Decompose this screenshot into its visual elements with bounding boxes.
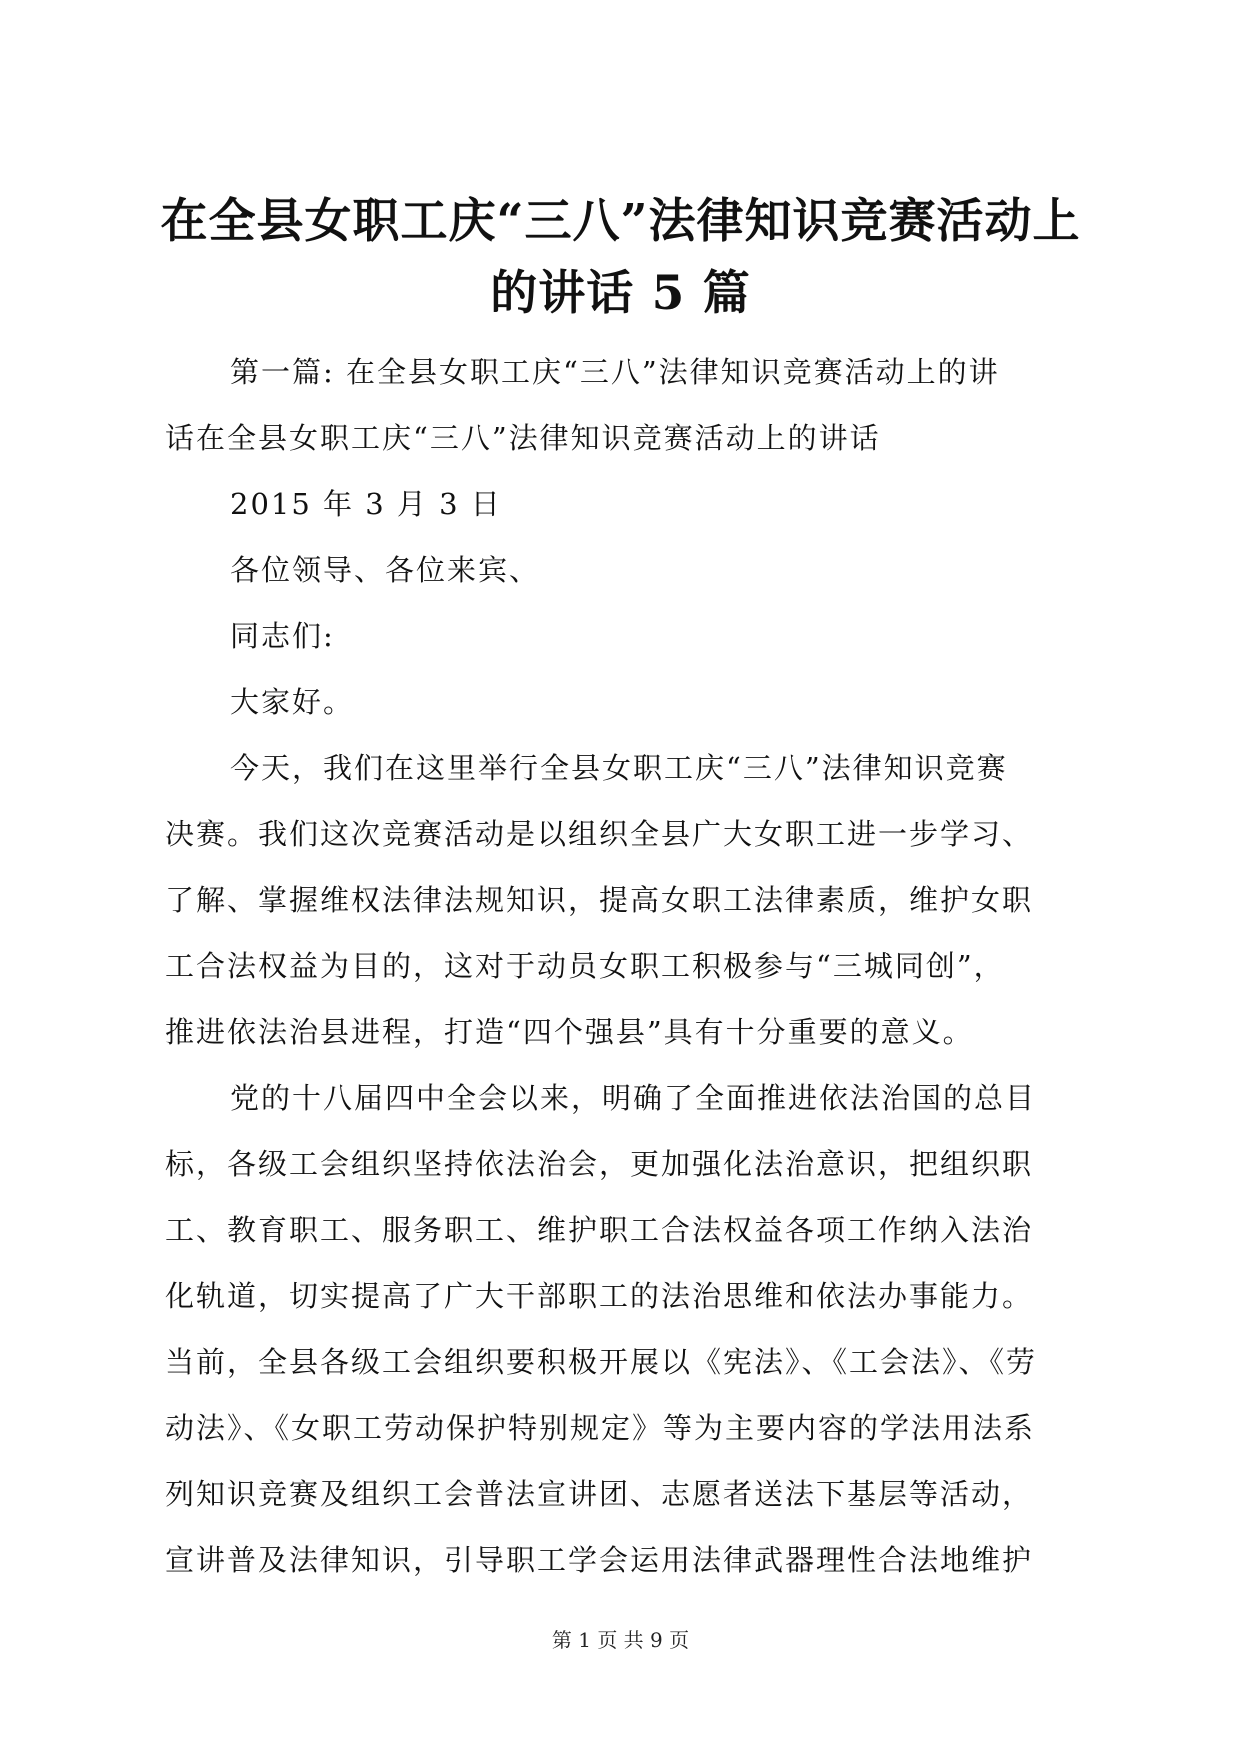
paragraph-line: 了解、掌握维权法律法规知识，提高女职工法律素质，维护女职	[165, 883, 1034, 917]
paragraph-line: 化轨道，切实提高了广大干部职工的法治思维和依法办事能力。	[165, 1279, 1034, 1313]
paragraph-line: 工、教育职工、服务职工、维护职工合法权益各项工作纳入法治	[165, 1213, 1034, 1247]
paragraph-line: 当前，全县各级工会组织要积极开展以《宪法》、《工会法》、《劳	[165, 1345, 1038, 1379]
paragraph-line: 推进依法治县进程，打造“四个强县”具有十分重要的意义。	[165, 1015, 974, 1049]
paragraph-line: 标，各级工会组织坚持依法治会，更加强化法治意识，把组织职	[165, 1147, 1034, 1181]
date-line: 2015 年 3 月 3 日	[230, 487, 502, 521]
paragraph-line: 第一篇: 在全县女职工庆“三八”法律知识竞赛活动上的讲	[230, 355, 1000, 389]
paragraph-line: 话在全县女职工庆“三八”法律知识竞赛活动上的讲话	[165, 421, 881, 455]
paragraph-line: 列知识竞赛及组织工会普法宣讲团、志愿者送法下基层等活动，	[165, 1477, 1034, 1511]
paragraph-line: 动法》、《女职工劳动保护特别规定》等为主要内容的学法用法系	[165, 1411, 1036, 1445]
paragraph-line: 今天，我们在这里举行全县女职工庆“三八”法律知识竞赛	[230, 751, 1008, 785]
greeting-line: 大家好。	[230, 685, 355, 719]
paragraph-line: 工合法权益为目的，这对于动员女职工积极参与“三城同创”，	[165, 949, 1005, 983]
paragraph-line: 宣讲普及法律知识，引导职工学会运用法律武器理性合法地维护	[165, 1543, 1034, 1577]
paragraph-line: 党的十八届四中全会以来，明确了全面推进依法治国的总目	[230, 1081, 1037, 1115]
salutation-line: 同志们:	[230, 619, 335, 653]
document-title-line-2: 的讲话 5 篇	[490, 266, 751, 321]
salutation-line: 各位领导、各位来宾、	[230, 553, 541, 587]
paragraph-line: 决赛。我们这次竞赛活动是以组织全县广大女职工进一步学习、	[165, 817, 1034, 851]
document-title-line-1: 在全县女职工庆“三八”法律知识竞赛活动上	[160, 194, 1081, 249]
page-number-footer: 第 1 页 共 9 页	[551, 1628, 690, 1652]
